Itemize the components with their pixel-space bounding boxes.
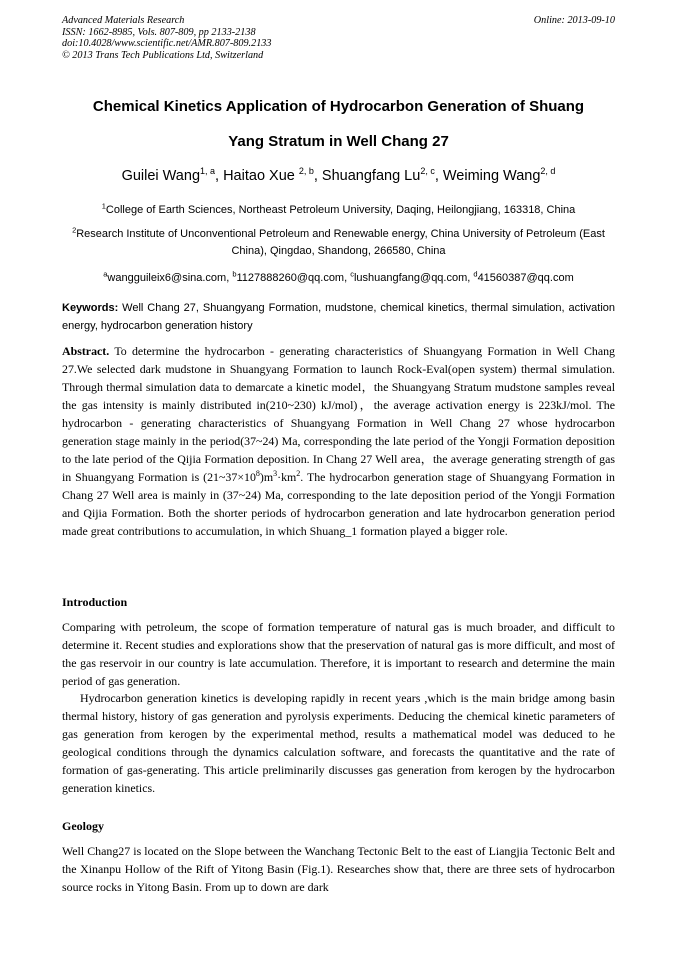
keywords-label: Keywords: [62,302,119,314]
author-2: , Haitao Xue [215,168,299,184]
email-d: 41560387@qq.com [477,272,574,284]
journal-name: Advanced Materials Research [62,15,185,26]
geology-heading: Geology [62,819,104,833]
online-date: Online: 2013-09-10 [533,15,615,26]
abstract [62,342,615,541]
affiliation-1 [62,202,615,219]
affiliation-2 [62,226,615,260]
keywords [62,300,615,335]
author-2-affil: 2, b [298,166,314,177]
title-line-2: Yang Stratum in Well Chang 27 [228,133,449,150]
keywords-text: Well Chang 27, Shuangyang Formation, mudstone, chemical kinetics, thermal simulation, activation energy, hydrocarbon generation history [62,302,615,332]
paper-title [62,89,615,159]
issn-line: ISSN: 1662-8985, Vols. 807-809, pp 2133-2138 [62,26,256,38]
abstract-text-4: . The hydrocarbon generation stage of Shuangyang Formation in Chang 27 Well area is mainly in (37~24) Ma, corresponding to the late deposition period of the Yongji Formation and Qijia Formation. Both the shorter periods of hydrocarbon generation and late hydrocarbon generation period made great contributions to accumulation, in which Shuang_1 formation played a bigger role. [62,470,615,539]
email-a: wangguileix6@sina.com, [107,272,233,284]
abstract-text-1: To determine the hydrocarbon - generating characteristics of Shuangyang Formation in Well Chang 27.We selected dark mudstone in Shuangyang Formation to launch Rock-Eval(open system) thermal simulation. Through thermal simulation data to demarcate a kinetic model，the Shuangyang Stratum mudstone samples reveal the gas intensity is mainly distributed in(210~230) kJ/mol)，the average activation energy is 223kJ/mol. The hydrocarbon - generating characteristics of Shuangyang Formation in Well Chang 27 whose hydrocarbon generation stage mainly in the period(37~24) Ma, corresponding the late period of the Yongji Formation deposition to the late period of the Qijia Formation deposition. In Chang 27 Well area，the average generating strength of gas in Shuangyang Formation is (21~37×10 [62,344,615,485]
doi-line: doi:10.4028/www.scientific.net/AMR.807-809.2133 [62,38,272,50]
introduction-paragraph-1: Comparing with petroleum, the scope of formation temperature of natural gas is much broader, and difficult to determine it. Recent studies and explorations show that the preservation of natural gas is more difficult, and most of the gas reservoir in our country is late accumulation. Therefore, it is important to research and determine the main period of gas generation. [62,620,615,689]
copyright-line: © 2013 Trans Tech Publications Ltd, Switzerland [62,49,264,61]
author-4-affil: 2, d [540,166,556,177]
email-c: lushuangfang@qq.com, [353,272,474,284]
abstract-sup-2: 3 [273,469,278,479]
author-1: Guilei Wang [121,168,201,184]
abstract-sup-3: 2 [296,469,301,479]
email-d-mark: d [473,269,478,279]
affiliation-2-mark: 2 [72,225,77,235]
journal-header [62,15,615,61]
abstract-label: Abstract. [62,344,110,358]
abstract-sup-1: 8 [255,469,260,479]
author-3: , Shuangfang Lu [313,168,421,184]
abstract-text-2: )m [259,470,274,485]
email-a-mark: a [103,269,108,279]
email-b: 1127888260@qq.com, [236,272,351,284]
abstract-text-3: ·km [277,470,297,485]
affiliation-2-text: Research Institute of Unconventional Petroleum and Renewable energy, China University of Petroleum (East China), Qingdao, Shandong, 266580, China [76,228,605,257]
title-line-1: Chemical Kinetics Application of Hydrocarbon Generation of Shuang [92,98,585,115]
introduction-paragraph-2: Hydrocarbon generation kinetics is developing rapidly in recent years ,which is the main bridge among basin thermal history, history of gas generation and pyrolysis experiments. Deducing the chemical kinetic parameters of gas generation from kerogen by the experimental method, results a mathematical model was deduced to he geological conditions through the dynamics calculation software, and forecasts the quantitative and the rate of formation of gas-generating. This article preliminarily discusses gas generation from kerogen by the hydrocarbon generation kinetics. [62,691,615,796]
email-c-mark: c [350,269,354,279]
geology-paragraph-1: Well Chang27 is located on the Slope between the Wanchang Tectonic Belt to the east of Liangjia Tectonic Belt and the Xinanpu Hollow of the Rift of Yitong Basin (Fig.1). Researches show that, there are three sets of hydrocarbon source rocks in Yitong Basin. From up to down are dark [62,844,615,895]
email-list [62,270,615,287]
author-4: , Weiming Wang [434,168,541,184]
author-3-affil: 2, c [420,166,435,177]
affiliation-1-mark: 1 [101,201,106,211]
author-list [62,166,615,186]
affiliation-1-text: College of Earth Sciences, Northeast Petroleum University, Daqing, Heilongjiang, 163318, China [105,204,576,216]
email-b-mark: b [232,269,237,279]
introduction-heading: Introduction [62,595,128,609]
author-1-affil: 1, a [200,166,216,177]
